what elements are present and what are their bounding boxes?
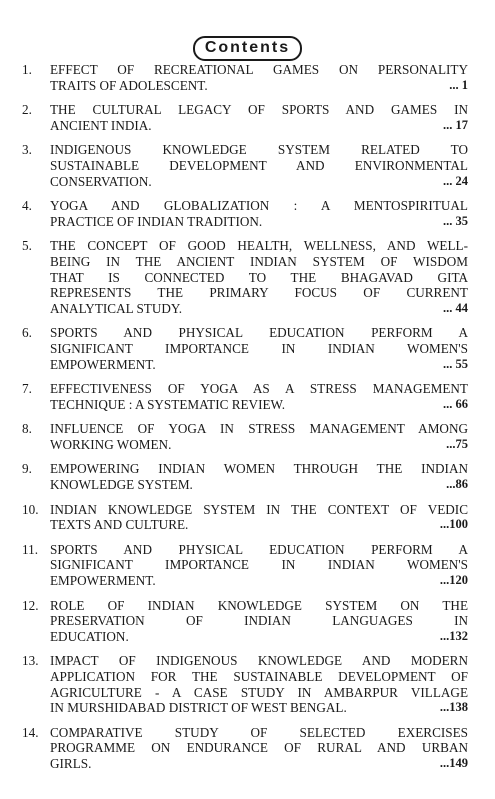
entry-number: 2. xyxy=(22,102,32,118)
entry-title-line: PROGRAMME ON ENDURANCE OF RURAL AND URBAN xyxy=(50,740,468,756)
entry-title-line: EFFECTIVENESS OF YOGA AS A STRESS MANAGEMENT xyxy=(50,381,468,397)
entry-gap xyxy=(22,189,468,198)
toc-entry[interactable] xyxy=(22,142,468,189)
entry-title-line: EMPOWERMENT. xyxy=(50,356,156,372)
entry-title-line: ANALYTICAL STUDY. xyxy=(50,300,183,316)
entry-title xyxy=(50,238,468,316)
entry-page-number: ... 1 xyxy=(449,77,468,92)
toc-entry[interactable] xyxy=(22,725,468,772)
entry-title-line: WORKING WOMEN. xyxy=(50,436,172,452)
entry-title-line: IMPACT OF INDIGENOUS KNOWLEDGE AND MODERN xyxy=(50,653,468,669)
entry-title-line: TRAITS OF ADOLESCENT. xyxy=(50,77,208,93)
entry-title xyxy=(50,502,468,533)
entry-title-line: TECHNIQUE : A SYSTEMATIC REVIEW. xyxy=(50,396,286,412)
entry-title-line: SIGNIFICANT IMPORTANCE IN INDIAN WOMEN'S xyxy=(50,557,468,573)
entry-title-line: EDUCATION. xyxy=(50,628,129,644)
entry-title-line: APPLICATION FOR THE SUSTAINABLE DEVELOPMENT OF xyxy=(50,669,468,684)
entry-title-line: ROLE OF INDIAN KNOWLEDGE SYSTEM ON THE xyxy=(50,597,468,613)
entry-title-line: GIRLS. xyxy=(50,755,92,771)
entry-title-line: COMPARATIVE STUDY OF SELECTED EXERCISES xyxy=(50,724,468,740)
toc-entry[interactable] xyxy=(22,381,468,412)
entry-number: 6. xyxy=(22,325,32,341)
entry-title xyxy=(50,542,468,589)
entry-gap xyxy=(22,229,468,238)
entry-number: 12. xyxy=(22,597,39,613)
entry-gap xyxy=(22,644,468,653)
entry-page-number: ...120 xyxy=(439,573,468,588)
entry-title-line: INFLUENCE OF YOGA IN STRESS MANAGEMENT AMONG xyxy=(50,421,468,437)
entry-title-line: INDIAN KNOWLEDGE SYSTEM IN THE CONTEXT OF VEDIC xyxy=(50,501,468,517)
toc-entry[interactable] xyxy=(22,102,468,133)
entry-title xyxy=(50,461,468,492)
entry-page-number: ...75 xyxy=(446,436,468,451)
entry-page-number: ... 66 xyxy=(443,396,468,411)
entry-title-line: SIGNIFICANT IMPORTANCE IN INDIAN WOMEN'S xyxy=(50,340,468,356)
entry-title xyxy=(50,598,468,645)
entry-title xyxy=(50,325,468,372)
entry-number: 4. xyxy=(22,198,32,214)
entry-gap xyxy=(22,716,468,725)
toc-entry[interactable] xyxy=(22,198,468,229)
entry-gap xyxy=(22,133,468,142)
entry-title xyxy=(50,725,468,772)
title-wrap xyxy=(0,36,495,61)
entry-number: 3. xyxy=(22,142,32,158)
entry-gap xyxy=(22,412,468,421)
entry-page-number: ... 17 xyxy=(443,117,468,132)
toc-entry[interactable] xyxy=(22,421,468,452)
toc-entry[interactable] xyxy=(22,502,468,533)
toc-entry[interactable] xyxy=(22,598,468,645)
entry-title xyxy=(50,142,468,189)
entry-page-number: ...138 xyxy=(439,700,468,715)
entry-title-line: AGRICULTURE - A CASE STUDY IN AMBARPUR VILLAGE xyxy=(50,684,468,700)
entry-gap xyxy=(22,589,468,598)
entry-title-line: KNOWLEDGE SYSTEM. xyxy=(50,477,193,493)
entry-title-line: SPORTS AND PHYSICAL EDUCATION PERFORM A xyxy=(50,541,468,557)
entry-number: 10. xyxy=(22,501,39,517)
toc-entry[interactable] xyxy=(22,542,468,589)
entry-title-line: EFFECT OF RECREATIONAL GAMES ON PERSONALITY xyxy=(50,62,468,77)
entry-title-line: EMPOWERING INDIAN WOMEN THROUGH THE INDIAN xyxy=(50,461,468,477)
toc-entry[interactable] xyxy=(22,325,468,372)
page-title: Contents xyxy=(193,36,302,61)
toc-entry[interactable] xyxy=(22,238,468,316)
entry-title xyxy=(50,62,468,93)
entry-gap xyxy=(22,493,468,502)
toc-entry[interactable] xyxy=(22,62,468,93)
entry-title-line: BEING IN THE ANCIENT INDIAN SYSTEM OF WISDOM xyxy=(50,253,468,269)
entry-title-line: ANCIENT INDIA. xyxy=(50,117,152,133)
entry-gap xyxy=(22,533,468,542)
table-of-contents xyxy=(22,62,468,772)
entry-title-line: IN MURSHIDABAD DISTRICT OF WEST BENGAL. xyxy=(50,700,347,716)
toc-entry[interactable] xyxy=(22,653,468,715)
toc-entry[interactable] xyxy=(22,461,468,492)
entry-number: 7. xyxy=(22,381,32,397)
entry-title xyxy=(50,421,468,452)
entry-title xyxy=(50,102,468,133)
entry-page-number: ...100 xyxy=(439,517,468,532)
entry-page-number: ...86 xyxy=(446,477,468,492)
entry-number: 9. xyxy=(22,461,32,477)
entry-title-line: PRESERVATION OF INDIAN LANGUAGES IN xyxy=(50,613,468,629)
entry-page-number: ... 24 xyxy=(443,173,468,188)
entry-title-line: THE CULTURAL LEGACY OF SPORTS AND GAMES IN xyxy=(50,102,468,118)
entry-gap xyxy=(22,452,468,461)
entry-gap xyxy=(22,93,468,102)
entry-title xyxy=(50,198,468,229)
entry-title xyxy=(50,381,468,412)
entry-title-line: PRACTICE OF INDIAN TRADITION. xyxy=(50,213,263,229)
entry-title-line: EMPOWERMENT. xyxy=(50,573,156,589)
entry-title-line: INDIGENOUS KNOWLEDGE SYSTEM RELATED TO xyxy=(50,142,468,158)
entry-page-number: ... 35 xyxy=(443,213,468,228)
entry-number: 13. xyxy=(22,653,39,669)
entry-number: 8. xyxy=(22,421,32,437)
entry-page-number: ...149 xyxy=(439,755,468,770)
entry-gap xyxy=(22,316,468,325)
entry-page-number: ... 55 xyxy=(443,356,468,371)
entry-title-line: SUSTAINABLE DEVELOPMENT AND ENVIRONMENTAL xyxy=(50,157,468,173)
entry-number: 1. xyxy=(22,62,32,77)
entry-title-line: CONSERVATION. xyxy=(50,173,152,189)
entry-number: 14. xyxy=(22,724,39,740)
entry-page-number: ...132 xyxy=(439,628,468,643)
entry-number: 5. xyxy=(22,238,32,254)
entry-gap xyxy=(22,372,468,381)
entry-title-line: REPRESENTS THE PRIMARY FOCUS OF CURRENT xyxy=(50,285,468,301)
entry-title-line: YOGA AND GLOBALIZATION : A MENTOSPIRITUAL xyxy=(50,198,468,214)
entry-title-line: SPORTS AND PHYSICAL EDUCATION PERFORM A xyxy=(50,325,468,341)
entry-title-line: TEXTS AND CULTURE. xyxy=(50,517,189,533)
entry-page-number: ... 44 xyxy=(443,300,468,315)
entry-title-line: THAT IS CONNECTED TO THE BHAGAVAD GITA xyxy=(50,269,468,285)
entry-number: 11. xyxy=(22,541,38,557)
entry-title xyxy=(50,653,468,715)
entry-title-line: THE CONCEPT OF GOOD HEALTH, WELLNESS, AND WELL- xyxy=(50,238,468,254)
